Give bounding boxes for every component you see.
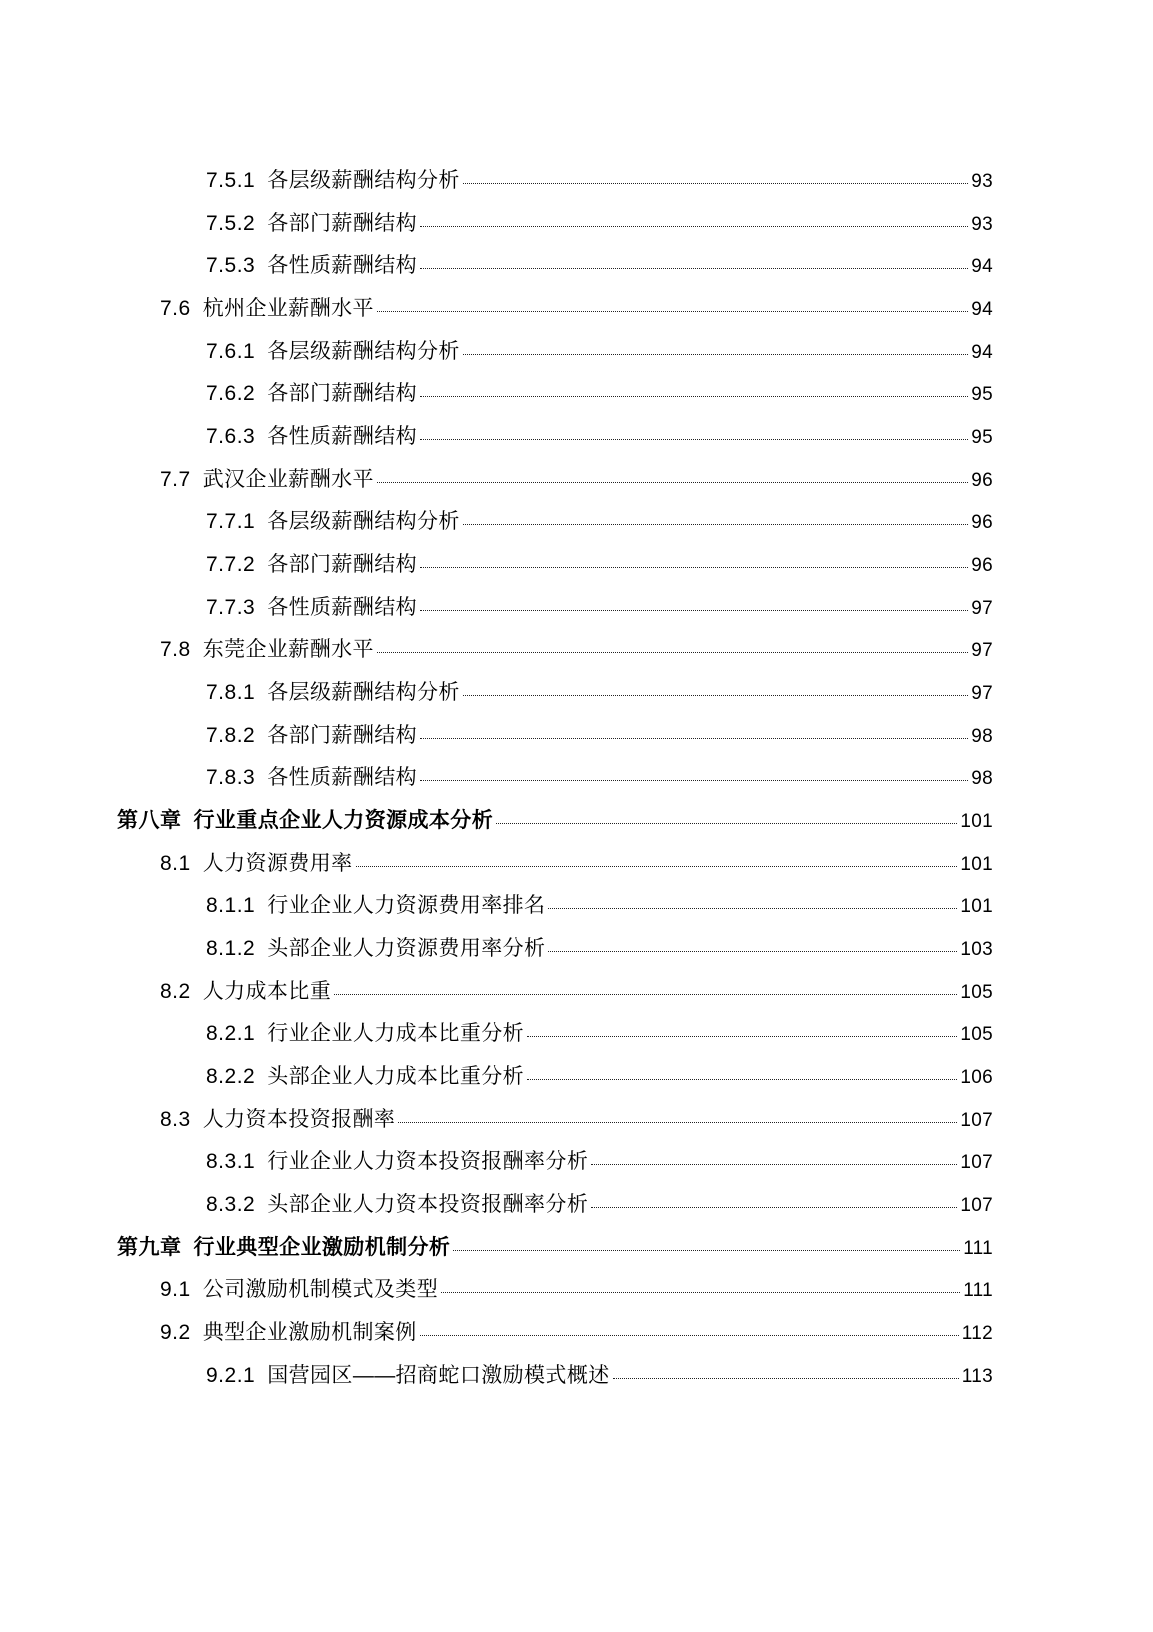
dot-leader: [377, 652, 968, 653]
toc-entry-page-number: 101: [960, 896, 993, 918]
toc-entry-number: 7.8.3: [206, 766, 256, 790]
toc-entry-number: 8.3: [160, 1107, 191, 1131]
toc-entry-page-number: 96: [971, 469, 993, 491]
toc-entry-number: 7.6.1: [206, 339, 256, 363]
dot-leader: [548, 908, 957, 909]
toc-entry-subsection[interactable]: [0, 331, 993, 374]
toc-entry-title: 各性质薪酬结构: [267, 766, 418, 790]
toc-entry-page-number: 94: [971, 256, 993, 278]
toc-entry-title: 头部企业人力资源费用率分析: [267, 937, 546, 961]
toc-entry-page-number: 101: [960, 853, 993, 875]
toc-entry-subsection[interactable]: [0, 1013, 993, 1056]
toc-entry-subsection[interactable]: [0, 757, 993, 800]
toc-entry-page-number: 97: [971, 640, 993, 662]
toc-entry-title: 各性质薪酬结构: [267, 595, 418, 619]
toc-entry-number: 7.7.3: [206, 595, 256, 619]
toc-entry-title: 头部企业人力成本比重分析: [267, 1065, 525, 1089]
toc-entry-title: 各层级薪酬结构分析: [267, 339, 460, 363]
dot-leader: [334, 994, 957, 995]
toc-entry-page-number: 105: [960, 981, 993, 1003]
toc-entry-title: 各部门薪酬结构: [267, 723, 418, 747]
dot-leader: [420, 396, 968, 397]
toc-entry-number: 8.2: [160, 979, 191, 1003]
toc-entry-page-number: 103: [960, 939, 993, 961]
toc-entry-page-number: 107: [960, 1195, 993, 1217]
toc-entry-section[interactable]: [0, 288, 993, 331]
toc-entry-page-number: 97: [971, 683, 993, 705]
toc-entry-title: 人力成本比重: [202, 979, 332, 1003]
toc-entry-number: 7.7: [160, 467, 191, 491]
toc-entry-page-number: 111: [963, 1280, 993, 1302]
toc-entry-number: 9.2: [160, 1321, 191, 1345]
dot-leader: [420, 226, 968, 227]
dot-leader: [420, 439, 968, 440]
toc-entry-subsection[interactable]: [0, 587, 993, 630]
toc-entry-number: 7.7.2: [206, 553, 256, 577]
dot-leader: [548, 951, 957, 952]
toc-entry-number: 7.8: [160, 638, 191, 662]
toc-entry-number: 7.7.1: [206, 510, 256, 534]
toc-entry-title: 行业典型企业激励机制分析: [193, 1235, 451, 1259]
toc-entry-page-number: 106: [960, 1067, 993, 1089]
toc-entry-title: 各部门薪酬结构: [267, 382, 418, 406]
toc-entry-subsection[interactable]: [0, 544, 993, 587]
toc-entry-subsection[interactable]: [0, 672, 993, 715]
toc-entry-subsection[interactable]: [0, 928, 993, 971]
dot-leader: [613, 1378, 959, 1379]
toc-entry-title: 东莞企业薪酬水平: [202, 638, 374, 662]
toc-entry-number: 7.8.2: [206, 723, 256, 747]
toc-entry-number: 7.6: [160, 297, 191, 321]
toc-entry-subsection[interactable]: [0, 1141, 993, 1184]
toc-entry-page-number: 94: [971, 341, 993, 363]
toc-entry-subsection[interactable]: [0, 1355, 993, 1398]
toc-entry-title: 各部门薪酬结构: [267, 553, 418, 577]
toc-entry-page-number: 93: [971, 213, 993, 235]
dot-leader: [420, 780, 968, 781]
toc-entry-title: 各部门薪酬结构: [267, 211, 418, 235]
toc-entry-page-number: 98: [971, 725, 993, 747]
toc-entry-title: 行业重点企业人力资源成本分析: [193, 809, 494, 833]
toc-entry-chapter[interactable]: [0, 1227, 993, 1270]
toc-entry-title: 人力资源费用率: [202, 851, 353, 875]
toc-entry-title: 人力资本投资报酬率: [202, 1107, 396, 1131]
toc-entry-title: 武汉企业薪酬水平: [202, 467, 374, 491]
dot-leader: [453, 1250, 960, 1251]
toc-entry-subsection[interactable]: [0, 416, 993, 459]
toc-entry-number: 8.1: [160, 851, 191, 875]
toc-entry-number: 7.6.2: [206, 382, 256, 406]
toc-entry-number: 9.2.1: [206, 1363, 256, 1387]
dot-leader: [591, 1207, 957, 1208]
toc-entry-number: 8.3.1: [206, 1150, 256, 1174]
toc-entry-section[interactable]: [0, 459, 993, 502]
toc-entry-page-number: 96: [971, 512, 993, 534]
toc-entry-title: 国营园区——招商蛇口激励模式概述: [267, 1363, 610, 1387]
dot-leader: [398, 1122, 957, 1123]
toc-entry-section[interactable]: [0, 843, 993, 886]
dot-leader: [420, 738, 968, 739]
toc-entry-page-number: 95: [971, 427, 993, 449]
dot-leader: [420, 610, 968, 611]
dot-leader: [463, 695, 968, 696]
toc-entry-page-number: 113: [961, 1365, 993, 1387]
toc-entry-number: 7.5.2: [206, 211, 256, 235]
toc-entry-page-number: 101: [960, 811, 993, 833]
dot-leader: [463, 524, 968, 525]
toc-entry-page-number: 112: [961, 1323, 993, 1345]
toc-entry-page-number: 107: [960, 1152, 993, 1174]
dot-leader: [420, 1335, 959, 1336]
toc-entry-page-number: 97: [971, 597, 993, 619]
toc-entry-title: 各层级薪酬结构分析: [267, 681, 460, 705]
toc-entry-page-number: 93: [971, 171, 993, 192]
toc-entry-subsection[interactable]: [0, 715, 993, 758]
toc-entry-number: 7.5.1: [206, 169, 256, 192]
toc-entry-chapter[interactable]: [0, 800, 993, 843]
toc-entry-section[interactable]: [0, 1312, 993, 1355]
toc-entry-number: 第九章: [117, 1235, 182, 1259]
toc-entry-number: 8.1.2: [206, 937, 256, 961]
toc-entry-subsection[interactable]: [0, 1056, 993, 1099]
dot-leader: [441, 1292, 960, 1293]
toc-entry-title: 各性质薪酬结构: [267, 254, 418, 278]
toc-entry-number: 7.6.3: [206, 425, 256, 449]
toc-entry-number: 8.2.1: [206, 1022, 256, 1046]
dot-leader: [463, 354, 968, 355]
toc-entry-title: 各层级薪酬结构分析: [267, 169, 460, 192]
toc-entry-subsection[interactable]: [0, 160, 993, 203]
toc-entry-section[interactable]: [0, 629, 993, 672]
toc-entry-subsection[interactable]: [0, 203, 993, 246]
toc-entry-page-number: 94: [971, 299, 993, 321]
toc-entry-subsection[interactable]: [0, 885, 993, 928]
toc-entry-page-number: 95: [971, 384, 993, 406]
toc-entry-title: 行业企业人力资源费用率排名: [267, 894, 546, 918]
toc-entry-page-number: 107: [960, 1109, 993, 1131]
toc-entry-title: 各性质薪酬结构: [267, 425, 418, 449]
toc-entry-title: 杭州企业薪酬水平: [202, 297, 374, 321]
dot-leader: [527, 1079, 957, 1080]
toc-entry-number: 8.3.2: [206, 1193, 256, 1217]
toc-entry-number: 8.1.1: [206, 894, 256, 918]
dot-leader: [463, 183, 968, 184]
toc-entry-number: 7.8.1: [206, 681, 256, 705]
toc-entry-page-number: 111: [963, 1237, 993, 1259]
toc-entry-subsection[interactable]: [0, 373, 993, 416]
toc-entry-number: 9.1: [160, 1278, 191, 1302]
toc-entry-page-number: 96: [971, 555, 993, 577]
dot-leader: [591, 1164, 957, 1165]
dot-leader: [527, 1036, 957, 1037]
dot-leader: [377, 311, 968, 312]
toc-entry-subsection[interactable]: [0, 1184, 993, 1227]
toc-entry-subsection[interactable]: [0, 501, 993, 544]
toc-entry-title: 典型企业激励机制案例: [202, 1321, 417, 1345]
dot-leader: [377, 482, 968, 483]
toc-entry-section[interactable]: [0, 1099, 993, 1142]
toc-entry-subsection[interactable]: [0, 245, 993, 288]
dot-leader: [420, 567, 968, 568]
toc-entry-title: 公司激励机制模式及类型: [202, 1278, 439, 1302]
toc-entry-number: 8.2.2: [206, 1065, 256, 1089]
toc-entry-section[interactable]: [0, 1269, 993, 1312]
dot-leader: [496, 823, 957, 824]
toc-entry-section[interactable]: [0, 971, 993, 1014]
toc-entry-title: 头部企业人力资本投资报酬率分析: [267, 1193, 589, 1217]
dot-leader: [356, 866, 958, 867]
toc-entry-number: 7.5.3: [206, 254, 256, 278]
toc-entry-title: 各层级薪酬结构分析: [267, 510, 460, 534]
toc-entry-title: 行业企业人力资本投资报酬率分析: [267, 1150, 589, 1174]
toc-entry-number: 第八章: [117, 809, 182, 833]
table-of-contents: [0, 160, 993, 1397]
toc-entry-title: 行业企业人力成本比重分析: [267, 1022, 525, 1046]
dot-leader: [420, 268, 968, 269]
toc-entry-page-number: 98: [971, 768, 993, 790]
toc-entry-page-number: 105: [960, 1024, 993, 1046]
